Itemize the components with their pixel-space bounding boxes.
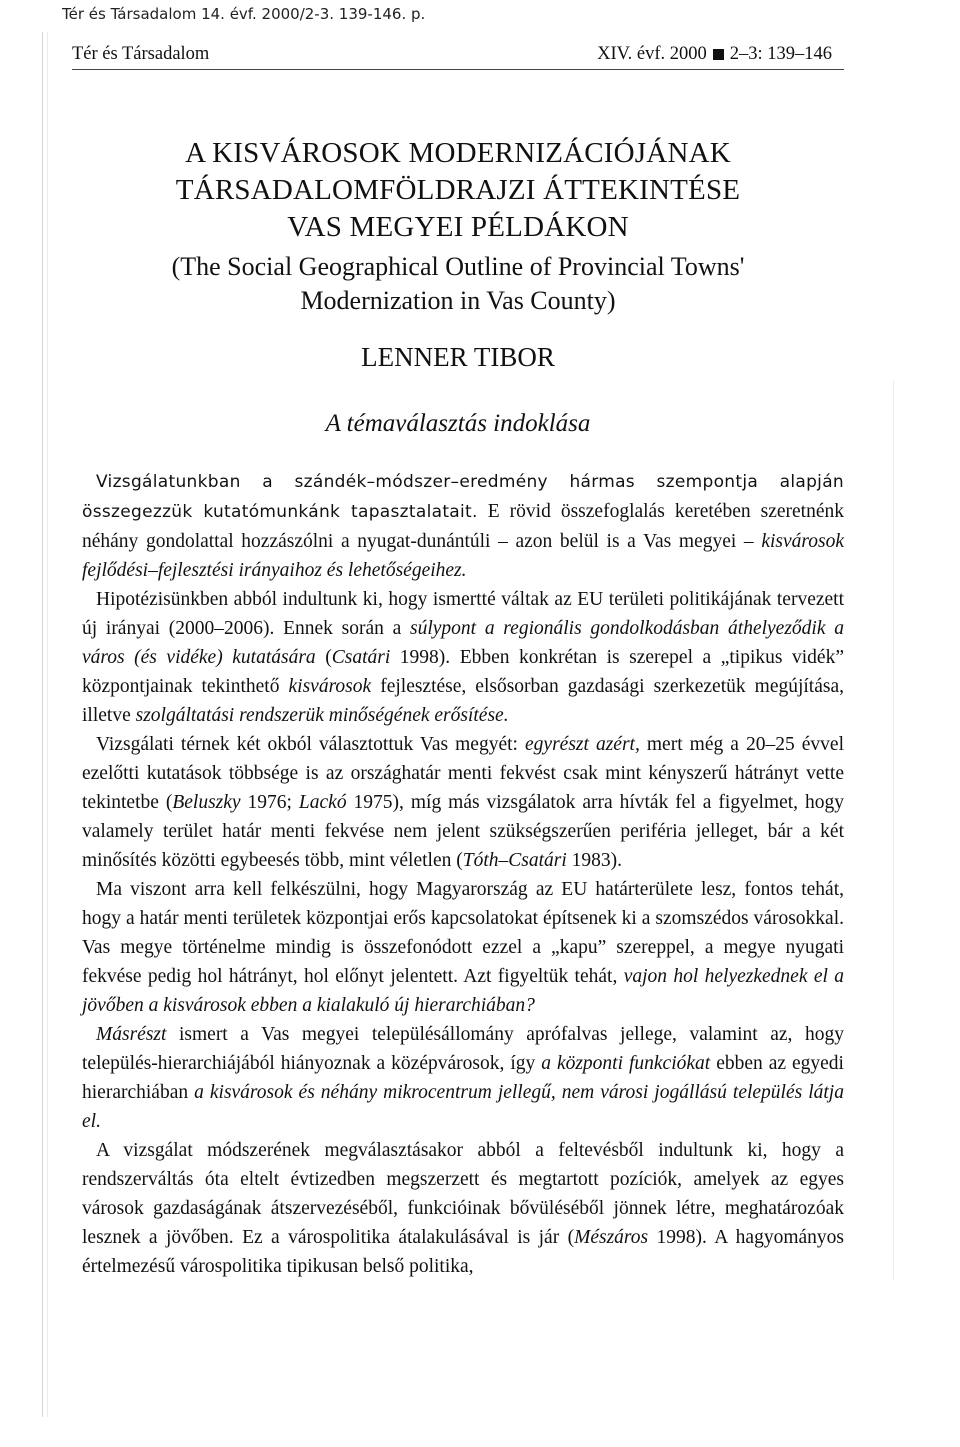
p2-text-2: ( <box>315 647 332 668</box>
p2-italic-2: kisvárosok <box>288 676 372 697</box>
p6-text-1: A vizsgálat módszerének megválasztásakor abból a feltevésből indultunk ki, hogy a rendszerváltás óta eltelt évtizedben megszerzett és megtartott pozíciók, amelyek az egyes városok gazdaságának átszervezéséből, funkcióinak bővüléséből jönnek létre, meghatározóak lesznek a jövőben. Ez a várospolitika átalakulásával is jár ( <box>82 1140 844 1248</box>
paragraph-3 <box>82 730 844 875</box>
article-body <box>82 467 844 1281</box>
paragraph-4 <box>82 875 844 1020</box>
subtitle-line-1: (The Social Geographical Outline of Provincial Towns' <box>171 252 745 281</box>
p6-citation: Mészáros <box>574 1227 649 1248</box>
p3-text-4: 1975), míg más vizsgálatok arra hívták fel a figyelmet, hogy valamely terület határ menti fekvése nem jelent szükségszerűen periféria jelleget, bár a két minősítés közötti egybeesés több, mint véletlen ( <box>82 792 844 871</box>
p3-text-5: 1983). <box>566 850 623 871</box>
section-heading: A témaválasztás indoklása <box>325 410 591 437</box>
paragraph-1 <box>82 467 844 585</box>
p3-text-2: mert még a 20–25 évvel ezelőtti kutatások többsége is az országhatár menti fekvést csak mint kényszerű hátrányt vette tekintetbe ( <box>82 734 844 813</box>
article-title <box>72 135 844 246</box>
issue-volume-year: XIV. évf. 2000 <box>597 44 707 64</box>
p3-citation-3: Tóth–Csatári <box>462 850 567 871</box>
paragraph-6 <box>82 1136 844 1281</box>
p2-citation: Csatári <box>331 647 391 668</box>
p2-text-3: 1998). Ebben konkrétan is szerepel a „tipikus vidék” központjainak tekinthető <box>82 647 844 697</box>
p3-text-3: 1976; <box>240 792 299 813</box>
scan-edge-line-inner <box>47 32 48 1417</box>
p5-italic-3: a kisvárosok és néhány mikrocentrum jellegű, nem városi jogállású település látja el. <box>82 1082 844 1132</box>
p3-citation-1: Beluszky <box>172 792 241 813</box>
subtitle-line-2: Modernization in Vas County) <box>300 286 616 315</box>
p5-text-1: ismert a Vas megyei településállomány aprófalvas jellege, valamint az, hogy település-hierarchiájából hiányoznak a középvárosok, így <box>82 1024 844 1074</box>
p5-italic-2: a központi funkciókat <box>541 1053 711 1074</box>
issue-pages: 2–3: 139–146 <box>729 44 832 64</box>
p3-citation-2: Lackó <box>298 792 347 813</box>
article-subtitle <box>72 250 844 318</box>
p2-text-1: Hipotézisünkben abból indultunk ki, hogy ismertté váltak az EU területi politikájának tervezett új irányai (2000–2006). Ennek során a <box>82 589 844 639</box>
running-header <box>72 44 844 70</box>
title-line-3: VAS MEGYEI PÉLDÁKON <box>287 211 629 243</box>
document-reference: Tér és Társadalom 14. évf. 2000/2-3. 139-146. p. <box>62 5 426 23</box>
p5-text-2: ebben az egyedi hierarchiában <box>82 1053 844 1103</box>
issue-info <box>597 44 832 65</box>
p4-text: Ma viszont arra kell felkészülni, hogy Magyarország az EU határterülete lesz, fontos tehát, hogy a határ menti területek központjai erős kapcsolatokat építsenek ki a szomszédos városokkal. Vas megye történelme mindig is összefonódott ezzel a „kapu” szereppel, a megye nyugati fekvése pedig hol hátrányt, hol előnyt jelentett. Azt figyeltük tehát, <box>82 879 844 987</box>
scan-edge-line <box>42 32 43 1417</box>
author-name: LENNER TIBOR <box>361 342 555 372</box>
title-line-1: A KISVÁROSOK MODERNIZÁCIÓJÁNAK <box>185 137 731 169</box>
paragraph-5 <box>82 1020 844 1136</box>
square-bullet-icon <box>713 49 724 60</box>
p1-text: E rövid összefoglalás keretében szeretnénk néhány gondolattal hozzászólni a nyugat-dunántúli – azon belül is a Vas megyei – <box>82 501 844 552</box>
p5-italic-1: Másrészt <box>96 1024 167 1045</box>
p1-italic: kisvárosok fejlődési–fejlesztési irányaihoz és lehetőségeihez. <box>82 531 844 581</box>
title-line-2: TÁRSADALOMFÖLDRAJZI ÁTTEKINTÉSE <box>175 174 741 206</box>
p3-text-1: Vizsgálati térnek két okból választottuk Vas megyét: <box>96 734 526 755</box>
paragraph-2 <box>82 585 844 730</box>
p3-italic-1: egyrészt azért, <box>525 734 640 755</box>
journal-name: Tér és Társadalom <box>72 44 210 64</box>
p6-text-2: 1998). A hagyományos értelmezésű várospolitika tipikusan belső politika, <box>82 1227 844 1277</box>
p2-italic-1: súlypont a regionális gondolkodásban áthelyeződik a város (és vidéke) kutatására <box>82 618 844 668</box>
scan-edge-line-right <box>893 380 894 1280</box>
header-rule <box>72 69 844 70</box>
p4-italic: vajon hol helyezkednek el a jövőben a kisvárosok ebben a kialakuló új hierarchiában? <box>82 966 845 1016</box>
p2-italic-3: szolgáltatási rendszerük minőségének erősítése. <box>135 705 509 726</box>
p1-lead: Vizsgálatunkban a szándék–módszer–eredmény hármas szempontja alapján összegezzük kutatómunkánk tapasztalatait. <box>82 472 844 522</box>
p2-text-4: fejlesztése, elsősorban gazdasági szerkezetük megújítása, illetve <box>82 676 845 726</box>
